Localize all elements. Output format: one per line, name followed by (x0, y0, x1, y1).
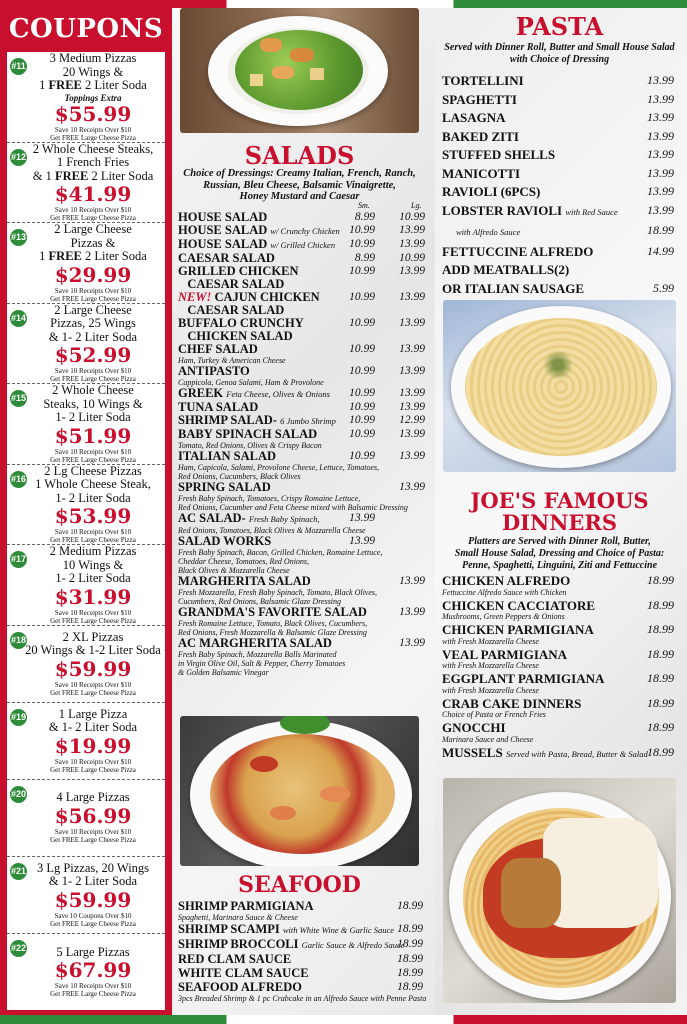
item-description: Fresh Baby Spinach, Tomatoes, Crispy Romaine Lettuce, Red Onions, Cucumber and Feta Cheese mixed with Balsamic Dressing (178, 494, 408, 512)
coupon (7, 304, 165, 385)
item-description: Mushrooms, Green Peppers & Onions (442, 612, 565, 621)
item-description: Marinara Sauce and Cheese (442, 734, 534, 744)
item-name: SHRIMP BROCCOLI Garlic Sauce & Alfredo Sauce (178, 937, 405, 951)
item-name: LOBSTER RAVIOLI with Red Sauce (442, 202, 618, 218)
item-description: Fresh Baby Spinach, Mozzarella Balls Marinated in Virgin Olive Oil, Salt & Pepper, Cherry Tomatoes & Golden Balsamic Vinegar (178, 650, 346, 677)
price: 13.99 (647, 147, 674, 161)
menu-item (442, 623, 682, 646)
coupon-number-badge: #15 (10, 390, 27, 407)
price: 18.99 (397, 967, 423, 979)
price-large: 10.99 (399, 252, 425, 264)
price: 13.99 (647, 184, 674, 198)
menu-item (178, 535, 431, 575)
price-small: 10.99 (349, 387, 375, 399)
coupon-fine-print: Save 10 Receipts Over $10 Get FREE Large Cheese Pizza (50, 982, 136, 999)
price: 18.99 (647, 223, 674, 237)
item-name: VEAL PARMIGIANA (442, 646, 568, 662)
item-name: CHICKEN ALFREDO (442, 573, 571, 588)
item-name: NEW! CAJUN CHICKEN CAESAR SALAD (178, 290, 320, 317)
coupon (7, 934, 165, 1010)
coupon-price: $29.99 (54, 262, 132, 287)
coupon-deal: 5 Large Pizzas (56, 944, 130, 959)
price-small: 8.99 (354, 252, 375, 264)
item-name: WHITE CLAM SAUCE (178, 966, 309, 980)
item-name: SALAD WORKS (178, 534, 272, 548)
item-name: SPAGHETTI (442, 91, 517, 107)
menu-item (178, 981, 431, 1003)
menu-item (442, 599, 682, 622)
menu-item (178, 414, 431, 428)
menu-item (178, 265, 431, 291)
coupon-fine-print: Save 10 Receipts Over $10 Get FREE Large Cheese Pizza (50, 528, 136, 544)
item-name: GRANDMA'S FAVORITE SALAD (178, 605, 367, 619)
coupon-price: $55.99 (54, 101, 132, 126)
item-name: ITALIAN SALAD (178, 449, 277, 463)
item-description: with Fresh Mozzarella Cheese (442, 685, 539, 695)
item-name: RAVIOLI (6PCS) (442, 184, 541, 199)
price: 18.99 (397, 953, 423, 965)
price: 18.99 (647, 597, 674, 612)
pasta-note: Served with Dinner Roll, Butter and Small House Salad with Choice of Dressing (444, 42, 675, 65)
menu-item (178, 512, 431, 535)
coupon (7, 703, 165, 780)
menu-item (442, 746, 682, 762)
salads-heading: SALADS (244, 141, 355, 170)
coupon-number-badge: #16 (10, 471, 27, 488)
price-small: 13.99 (349, 535, 375, 547)
item-name: BUFFALO CRUNCHY CHICKEN SALAD (178, 316, 304, 343)
price: 18.99 (647, 646, 674, 661)
coupon-fine-print: Save 10 Receipts Over $10 Get FREE Large Cheese Pizza (50, 286, 136, 303)
item-name (442, 224, 682, 240)
price-small: 10.99 (349, 291, 375, 303)
menu-item (178, 428, 431, 450)
price-small: 10.99 (349, 401, 375, 413)
price: 13.99 (647, 91, 674, 106)
item-description: Red Onions, Tomatoes, Black Olives & Mozzarella Cheese (178, 526, 366, 535)
item-name: SHRIMP SALAD- 6 Jumbo Shrimp (178, 413, 336, 427)
coupon-fine-print: Save 10 Receipts Over $10 Get FREE Large Cheese Pizza (50, 827, 136, 844)
item-note: 6 Jumbo Shrimp (280, 416, 336, 426)
price-large: 13.99 (399, 637, 425, 649)
top-color-bar (0, 0, 687, 8)
coupon-fine-print: Save 10 Coupons Over $10 Get FREE Large Cheese Pizza (50, 911, 136, 928)
item-description: Tomato, Red Onions, Olives & Crispy Bacon (178, 441, 322, 450)
menu-item (178, 387, 431, 401)
coupon-fine-print: Save 10 Receipts Over $10 Get FREE Large Cheese Pizza (50, 125, 136, 142)
item-description: with Fresh Mozzarella Cheese (442, 636, 539, 646)
menu-item (442, 282, 682, 296)
price: 13.99 (647, 165, 674, 180)
price-small: 13.99 (349, 512, 375, 524)
item-name: SEAFOOD ALFREDO (178, 980, 302, 994)
menu-item (178, 317, 431, 343)
price: 18.99 (647, 695, 674, 710)
item-name: TUNA SALAD (178, 400, 259, 414)
item-name: FETTUCCINE ALFREDO (442, 243, 594, 259)
menu-item (442, 130, 682, 144)
menu-item (178, 606, 431, 637)
item-name: SHRIMP PARMIGIANA (178, 899, 314, 913)
size-large-header: Lg. (411, 201, 422, 210)
item-note: Served with Pasta, Bread, Butter & Salad (505, 748, 648, 759)
price-large: 12.99 (399, 414, 425, 426)
coupon-fine-print: Save 10 Receipts Over $10 Get FREE Large Cheese Pizza (50, 608, 136, 625)
menu-item (442, 574, 682, 597)
menu-item (442, 204, 682, 220)
price-small: 10.99 (349, 428, 375, 440)
item-description: Fresh Mozzarella, Fresh Baby Spinach, Tomato, Black Olives, Cucumbers, Red Onions, Balsamic Glaze Dressing (178, 588, 378, 606)
menu-item (178, 900, 431, 922)
price-small: 10.99 (349, 224, 375, 236)
coupon-deal: 2 Lg Cheese Pizzas 1 Whole Cheese Steak, 1- 2 Liter Soda (35, 463, 151, 505)
menu-item (178, 291, 431, 317)
price: 14.99 (647, 243, 674, 258)
coupon-number-badge: #17 (10, 551, 27, 568)
price: 13.99 (647, 128, 674, 143)
menu-item (442, 167, 682, 181)
price-large: 13.99 (399, 575, 425, 587)
coupon-number-badge: #21 (10, 863, 27, 880)
price: 18.99 (647, 573, 674, 587)
menu-item (178, 637, 431, 677)
coupon-number-badge: #12 (10, 149, 27, 166)
coupons-panel (0, 8, 172, 1015)
item-description: with Fresh Mozzarella Cheese (442, 661, 539, 670)
item-name: AC SALAD- Fresh Baby Spinach, (178, 511, 320, 525)
item-note: w/ Crunchy Chicken (270, 226, 340, 236)
menu-item (442, 648, 682, 671)
coupon (7, 780, 165, 857)
menu-item (442, 93, 682, 107)
fettuccine-alfredo-photo (443, 300, 676, 472)
dinners-list (442, 574, 682, 763)
menu-item (178, 938, 431, 952)
menu-item (178, 481, 431, 512)
dinners-note: Platters are Served with Dinner Roll, Butter, Small House Salad, Dressing and Choice of Pasta: Penne, Spaghetti, Linguini, Ziti and Fettuccine (454, 536, 665, 571)
item-description: Fresh Romaine Lettuce, Tomato, Black Olives, Cucumbers, Red Onions, Fresh Mozzarella & Balsamic Glaze Dressing (178, 619, 368, 637)
price-large: 13.99 (399, 265, 425, 277)
item-name: MARGHERITA SALAD (178, 574, 311, 588)
price-small: 10.99 (349, 414, 375, 426)
coupon-number-badge: #14 (10, 310, 27, 327)
coupon-list (7, 52, 165, 1010)
coupon (7, 143, 165, 224)
coupon-deal: 2 Whole Cheese Steaks, 10 Wings & 1- 2 Liter Soda (43, 383, 143, 424)
coupon-price: $31.99 (54, 584, 132, 609)
menu-item (442, 224, 682, 240)
coupon-price: $67.99 (54, 958, 132, 983)
price-large: 13.99 (399, 365, 425, 377)
price: 18.99 (397, 938, 423, 950)
coupon (7, 52, 165, 143)
price-large: 13.99 (399, 387, 425, 399)
price-large: 13.99 (399, 450, 425, 462)
item-note: w/ Grilled Chicken (270, 240, 336, 250)
menu-item (178, 365, 431, 387)
coupon-deal: 2 Large Cheese Pizzas & 1 FREE 2 Liter Soda (39, 222, 147, 263)
price-small: 10.99 (349, 365, 375, 377)
coupon-fine-print: Save 10 Receipts Over $10 Get FREE Large Cheese Pizza (50, 447, 136, 464)
price-small: 10.99 (349, 238, 375, 250)
coupon-price: $59.99 (54, 656, 132, 681)
chicken-parmigiana-photo (443, 778, 676, 1003)
item-note: with White Wine & Garlic Sauce (282, 925, 395, 935)
price: 13.99 (647, 110, 674, 124)
price-large: 13.99 (399, 343, 425, 355)
coupon-number-badge: #19 (10, 709, 27, 726)
item-name: CRAB CAKE DINNERS (442, 695, 582, 711)
coupon-fine-print: Save 10 Receipts Over $10 Get FREE Large Cheese Pizza (50, 757, 136, 774)
size-small-header: Sm. (358, 201, 370, 210)
coupon-number-badge: #11 (10, 58, 27, 75)
item-note: with Red Sauce (565, 206, 618, 217)
item-name: MUSSELS Served with Pasta, Bread, Butter & Salad (442, 744, 648, 760)
item-name: BABY SPINACH SALAD (178, 427, 318, 441)
coupon-deal: 1 Large Pizza & 1- 2 Liter Soda (48, 706, 138, 735)
item-name: EGGPLANT PARMIGIANA (442, 671, 605, 686)
price-large: 13.99 (399, 238, 425, 250)
coupon (7, 545, 165, 626)
price-large: 13.99 (399, 428, 425, 440)
pasta-heading: PASTA (515, 12, 604, 41)
coupon-deal: 3 Lg Pizzas, 20 Wings & 1- 2 Liter Soda (36, 860, 150, 889)
pasta-list (442, 74, 682, 300)
menu-item (178, 953, 431, 966)
price: 13.99 (647, 73, 674, 87)
price: 18.99 (397, 900, 423, 912)
item-description: Spaghetti, Marinara Sauce & Cheese (178, 913, 298, 922)
menu-item (442, 672, 682, 695)
coupon-deal: 4 Large Pizzas (56, 790, 130, 805)
coupons-title: COUPONS (8, 14, 164, 44)
menu-item (442, 263, 682, 277)
coupon-price: $56.99 (54, 803, 132, 828)
coupon (7, 223, 165, 304)
coupon-price: $59.99 (54, 887, 132, 912)
price-large: 13.99 (399, 481, 425, 493)
coupon-extra-note: Toppings Extra (64, 92, 122, 103)
item-description: Fettuccine Alfredo Sauce with Chicken (442, 587, 567, 597)
price-small: 10.99 (349, 317, 375, 329)
price: 18.99 (647, 720, 674, 734)
salads-dressing-note: Choice of Dressings: Creamy Italian, French, Ranch, Russian, Bleu Cheese, Balsamic Vinaigrette, Honey Mustard and Caesar (183, 168, 416, 202)
coupon-number-badge: #13 (10, 229, 27, 246)
seafood-heading: SEAFOOD (238, 872, 361, 898)
item-name: TORTELLINI (442, 73, 524, 88)
coupon-price: $53.99 (54, 504, 132, 528)
item-name: BAKED ZITI (442, 128, 519, 144)
coupon (7, 626, 165, 703)
coupon-fine-print: Save 10 Receipts Over $10 Get FREE Large Cheese Pizza (50, 206, 136, 222)
menu-item (178, 238, 431, 252)
price-large: 10.99 (399, 211, 425, 223)
coupon (7, 384, 165, 465)
item-name: STUFFED SHELLS (442, 147, 556, 162)
coupon-number-badge: #18 (10, 632, 27, 649)
bottom-color-bar (0, 1015, 687, 1024)
menu-item (178, 450, 431, 481)
seafood-list (178, 900, 431, 1004)
price: 18.99 (397, 981, 423, 993)
item-name: LASAGNA (442, 110, 506, 125)
coupon (7, 857, 165, 934)
item-description: Cappicola, Genoa Salami, Ham & Provolone (178, 378, 324, 387)
price-large: 13.99 (399, 606, 425, 618)
coupon-deal: 3 Medium Pizzas 20 Wings & 1 FREE 2 Liter Soda (39, 51, 147, 92)
salads-list (178, 211, 431, 677)
coupon-deal: 2 Medium Pizzas 10 Wings & 1- 2 Liter Soda (49, 544, 137, 585)
price-small: 10.99 (349, 450, 375, 462)
coupon-price: $51.99 (54, 423, 132, 448)
price-small: 8.99 (354, 211, 375, 223)
dinners-heading: JOE'S FAMOUS DINNERS (470, 488, 649, 535)
menu-item (178, 575, 431, 606)
item-name: GRILLED CHICKEN CAESAR SALAD (178, 264, 299, 291)
coupon (7, 465, 165, 546)
menu-item (178, 967, 431, 980)
menu-item (178, 923, 431, 937)
coupon-number-badge: #22 (10, 940, 27, 957)
item-name: ANTIPASTO (178, 364, 250, 378)
item-name: AC MARGHERITA SALAD (178, 636, 332, 650)
item-name: CAESAR SALAD (178, 251, 275, 265)
coupon-number-badge: #20 (10, 786, 27, 803)
item-name: GNOCCHI (442, 720, 506, 735)
coupon-deal: 2 Whole Cheese Steaks, 1 French Fries & 1 FREE 2 Liter Soda (32, 141, 154, 183)
menu-item (442, 185, 682, 199)
menu-item (442, 245, 682, 259)
item-description: Ham, Capicola, Salami, Provolone Cheese, Lettuce, Tomatoes, Red Onions, Cucumbers, Black Olives (178, 463, 380, 481)
item-name: OR ITALIAN SAUSAGE (442, 280, 585, 296)
item-description: 3pcs Breaded Shrimp & 1 pc Crabcake in an Alfredo Sauce with Penne Pasta (178, 994, 427, 1003)
item-description: Fresh Baby Spinach, Bacon, Grilled Chicken, Romaine Lettuce, Cheddar Cheese, Tomatoes, Red Onions, Black Olives & Mozzarella Cheese (178, 548, 383, 575)
menu-item (442, 111, 682, 125)
item-description: Choice of Pasta or French Fries (442, 710, 546, 719)
item-name: SPRING SALAD (178, 480, 271, 494)
item-name: SHRIMP SCAMPI with White Wine & Garlic Sauce (178, 922, 395, 936)
price-large: 13.99 (399, 401, 425, 413)
coupon-price: $19.99 (54, 733, 132, 758)
price: 18.99 (647, 744, 674, 759)
menu-item (442, 721, 682, 744)
menu-item (442, 74, 682, 88)
item-note: Fresh Baby Spinach, (248, 514, 320, 524)
coupon-deal: 2 XL Pizzas 20 Wings & 1-2 Liter Soda (25, 629, 161, 658)
item-name: HOUSE SALAD w/ Grilled Chicken (178, 237, 336, 251)
menu-item (178, 224, 431, 238)
item-name: RED CLAM SAUCE (178, 952, 292, 966)
menu-item (442, 697, 682, 720)
item-note: with Alfredo Sauce (456, 227, 521, 237)
item-note: Garlic Sauce & Alfredo Sauce (301, 940, 405, 950)
price-large: 13.99 (399, 317, 425, 329)
item-name: CHICKEN CACCIATORE (442, 597, 596, 613)
price-large: 13.99 (399, 291, 425, 303)
caesar-salad-photo (180, 8, 419, 133)
price: 5.99 (653, 280, 674, 295)
menu-item (178, 343, 431, 365)
item-name: GREEK Feta Cheese, Olives & Onions (178, 386, 330, 400)
coupon-price: $41.99 (54, 182, 132, 206)
menu-item (442, 148, 682, 162)
item-name: HOUSE SALAD w/ Crunchy Chicken (178, 223, 340, 237)
coupon-deal: 2 Large Cheese Pizzas, 25 Wings & 1- 2 Liter Soda (48, 302, 138, 344)
price: 18.99 (397, 923, 423, 935)
price-large: 13.99 (399, 224, 425, 236)
price-small: 10.99 (349, 265, 375, 277)
item-name: ADD MEATBALLS(2) (442, 262, 570, 277)
item-name: CHEF SALAD (178, 342, 258, 356)
price: 18.99 (647, 671, 674, 685)
item-description: Ham, Turkey & American Cheese (178, 356, 286, 365)
item-name: CHICKEN PARMIGIANA (442, 622, 594, 637)
coupon-fine-print: Save 10 Receipts Over $10 Get FREE Large Cheese Pizza (50, 367, 136, 383)
price: 13.99 (647, 202, 674, 217)
coupon-fine-print: Save 10 Receipts Over $10 Get FREE Large Cheese Pizza (50, 680, 136, 697)
new-badge: NEW! (178, 290, 212, 304)
item-note: Feta Cheese, Olives & Onions (226, 389, 330, 399)
item-name: MANICOTTI (442, 165, 521, 181)
price: 18.99 (647, 622, 674, 636)
shrimp-pasta-photo (180, 716, 419, 866)
coupon-price: $52.99 (54, 343, 132, 367)
price-small: 10.99 (349, 343, 375, 355)
item-name: HOUSE SALAD (178, 210, 268, 224)
